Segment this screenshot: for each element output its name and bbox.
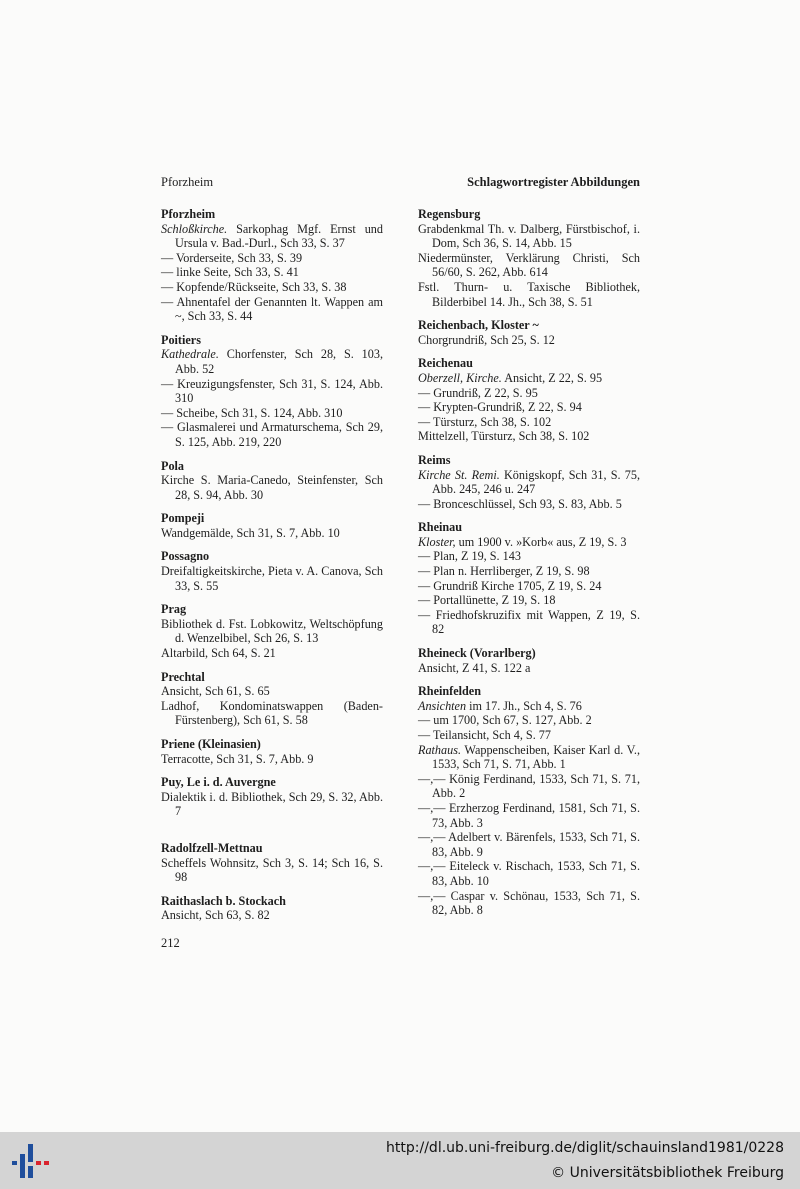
entry-line-text: im 17. Jh., Sch 4, S. 76 [466, 698, 582, 713]
copyright-notice: © Universitätsbibliothek Freiburg [551, 1165, 784, 1181]
entry-line-text: —,— Eiteleck v. Rischach, 1533, Sch 71, S. 83, Abb. 10 [418, 859, 640, 888]
entry-heading: Reichenbach, Kloster ~ [418, 318, 539, 333]
ub-freiburg-logo-icon [10, 1141, 50, 1181]
entry-line-text: — Friedhofskruzifix mit Wappen, Z 19, S. 82 [418, 607, 640, 637]
entry-line [161, 908, 383, 923]
entry-line [418, 859, 640, 888]
entry-line [418, 251, 640, 280]
entry-heading: Raithaslach b. Stockach [161, 893, 286, 908]
entry-line [161, 684, 383, 699]
entry-heading: Pompeji [161, 511, 205, 526]
entry-line-text: Bibliothek d. Fst. Lobkowitz, Weltschöpfung d. Wenzelbibel, Sch 26, S. 13 [161, 616, 383, 646]
entry-heading: Radolfzell-Mettnau [161, 840, 263, 855]
index-column-left [161, 207, 383, 932]
entry-line [418, 333, 640, 348]
entry-heading: Rheineck (Vorarlberg) [418, 646, 536, 661]
entry-line-text: — linke Seite, Sch 33, S. 41 [161, 265, 299, 280]
entry-line-text: Ansicht, Z 41, S. 122 a [418, 660, 531, 675]
entry-line-text: um 1900 v. »Korb« aus, Z 19, S. 3 [455, 534, 627, 549]
entry-heading: Rheinfelden [418, 684, 481, 699]
entry-line-text: — Kopfende/Rückseite, Sch 33, S. 38 [161, 279, 347, 294]
entry-line [161, 280, 383, 295]
entry-line [161, 406, 383, 421]
index-entry [161, 894, 383, 923]
entry-line [161, 856, 383, 885]
index-entry [418, 318, 640, 347]
entry-line-text: Königskopf, Sch 31, S. 75, Abb. 245, 246 u. 247 [432, 467, 640, 497]
entry-line [161, 699, 383, 728]
entry-line [418, 549, 640, 564]
entry-line [418, 386, 640, 401]
entry-line-text: — Portallünette, Z 19, S. 18 [418, 593, 556, 608]
entry-line [161, 420, 383, 449]
entry-line-italic-term: Kathedrale. [161, 347, 219, 362]
index-entry [161, 602, 383, 660]
entry-heading: Pforzheim [161, 207, 216, 221]
entry-line [161, 790, 383, 819]
index-entry [161, 207, 383, 324]
entry-line [418, 593, 640, 608]
entry-line [161, 265, 383, 280]
entry-heading: Rheinau [418, 520, 463, 535]
entry-line-text: Kirche S. Maria-Canedo, Steinfenster, Sch 28, S. 94, Abb. 30 [161, 473, 383, 502]
entry-line [418, 579, 640, 594]
entry-heading: Puy, Le i. d. Auvergne [161, 775, 276, 790]
running-header-right: Schlagwortregister Abbildungen [467, 175, 640, 189]
entry-line-text: Terracotte, Sch 31, S. 7, Abb. 9 [161, 751, 314, 766]
entry-line-text: Wappenscheiben, Kaiser Karl d. V., 1533, Sch 71, S. 71, Abb. 1 [432, 742, 640, 772]
entry-line [161, 222, 383, 251]
entry-line-text: —,— Erzherzog Ferdinand, 1581, Sch 71, S. 73, Abb. 3 [418, 800, 640, 830]
entry-line [418, 415, 640, 430]
source-url-link[interactable]: http://dl.ub.uni-freiburg.de/diglit/schauinsland1981/0228 [386, 1140, 784, 1156]
entry-line [418, 535, 640, 550]
entry-line-text: Dreifaltigkeitskirche, Pieta v. A. Canova, Sch 33, S. 55 [161, 564, 383, 593]
entry-line-italic-term: Kirche St. Remi. [418, 467, 500, 482]
entry-line-text: — um 1700, Sch 67, S. 127, Abb. 2 [418, 713, 592, 728]
entry-line [161, 617, 383, 646]
entry-line-italic-term: Kloster, [418, 534, 456, 549]
entry-line [418, 728, 640, 743]
entry-line-text: —,— König Ferdinand, 1533, Sch 71, S. 71, Abb. 2 [418, 771, 640, 801]
entry-line [418, 280, 640, 309]
entry-line-text: Ansicht, Sch 63, S. 82 [161, 908, 270, 923]
index-entry [418, 646, 640, 675]
entry-line [161, 377, 383, 406]
index-entry [161, 333, 383, 450]
entry-line [418, 468, 640, 497]
entry-line [418, 661, 640, 676]
entry-line [161, 347, 383, 376]
entry-line-text: — Bronceschlüssel, Sch 93, S. 83, Abb. 5 [418, 496, 622, 511]
index-entry [161, 511, 383, 540]
footer-bar [0, 1132, 800, 1189]
entry-line-italic-term: Oberzell, Kirche. [418, 370, 502, 385]
index-entry [161, 775, 383, 819]
entry-line-text: — Teilansicht, Sch 4, S. 77 [418, 728, 551, 742]
entry-line-italic-term: Schloßkirche. [161, 221, 228, 236]
entry-line-text: — Glasmalerei und Armaturschema, Sch 29, S. 125, Abb. 219, 220 [161, 420, 383, 449]
entry-line-text: Scheffels Wohnsitz, Sch 3, S. 14; Sch 16, S. 98 [161, 855, 383, 885]
entry-heading: Reichenau [418, 356, 473, 371]
entry-line [418, 713, 640, 728]
entry-line-text: Grabdenkmal Th. v. Dalberg, Fürstbischof, i. Dom, Sch 36, S. 14, Abb. 15 [418, 221, 640, 251]
index-entry [161, 670, 383, 728]
entry-line [418, 400, 640, 415]
entry-line-text: Niedermünster, Verklärung Christi, Sch 56/60, S. 262, Abb. 614 [418, 250, 640, 280]
entry-line [418, 889, 640, 918]
index-column-right [418, 207, 640, 927]
entry-line [161, 473, 383, 502]
entry-line-text: — Grundriß Kirche 1705, Z 19, S. 24 [418, 578, 602, 593]
entry-heading: Prechtal [161, 669, 205, 684]
entry-line-text: — Krypten-Grundriß, Z 22, S. 94 [418, 400, 582, 415]
entry-line-text: Ansicht, Z 22, S. 95 [501, 370, 603, 385]
entry-line-text: Wandgemälde, Sch 31, S. 7, Abb. 10 [161, 525, 340, 540]
entry-line-text: Chorgrundriß, Sch 25, S. 12 [418, 332, 555, 347]
entry-line-text: Ladhof, Kondominatswappen (Baden-Fürstenberg), Sch 61, S. 58 [161, 698, 383, 728]
entry-line [418, 608, 640, 637]
entry-line-text: — Ahnentafel der Genannten lt. Wappen am ~, Sch 33, S. 44 [161, 294, 383, 324]
index-entry [418, 207, 640, 309]
entry-line [161, 295, 383, 324]
entry-line-text: — Scheibe, Sch 31, S. 124, Abb. 310 [161, 405, 343, 420]
page-number: 212 [161, 936, 180, 950]
entry-line-text: Sarkophag Mgf. Ernst und Ursula v. Bad.-Durl., Sch 33, S. 37 [175, 221, 383, 251]
entry-line [161, 526, 383, 541]
entry-heading: Pola [161, 458, 185, 473]
entry-heading: Reims [418, 452, 451, 467]
entry-line [418, 699, 640, 714]
entry-line [418, 564, 640, 579]
entry-line [161, 564, 383, 593]
entry-line [418, 772, 640, 801]
entry-line-text: Dialektik i. d. Bibliothek, Sch 29, S. 32, Abb. 7 [161, 789, 383, 819]
entry-line [161, 752, 383, 767]
entry-line [161, 251, 383, 266]
entry-heading: Possagno [161, 549, 210, 564]
entry-line-text: Chorfenster, Sch 28, S. 103, Abb. 52 [175, 347, 383, 376]
entry-line [418, 743, 640, 772]
entry-line-text: —,— Adelbert v. Bärenfels, 1533, Sch 71, S. 83, Abb. 9 [418, 830, 640, 859]
index-entry [161, 459, 383, 503]
entry-line-text: —,— Caspar v. Schönau, 1533, Sch 71, S. 82, Abb. 8 [418, 888, 640, 918]
entry-heading: Poitiers [161, 332, 201, 347]
entry-line-text: — Vorderseite, Sch 33, S. 39 [161, 250, 303, 265]
entry-heading: Prag [161, 602, 187, 617]
entry-line [418, 371, 640, 386]
entry-line-text: Altarbild, Sch 64, S. 21 [161, 646, 276, 661]
index-entry [161, 549, 383, 593]
entry-line-italic-term: Rathaus. [418, 742, 461, 757]
entry-line-text: — Plan n. Herrliberger, Z 19, S. 98 [418, 564, 590, 579]
index-entry [161, 841, 383, 885]
entry-line-text: — Türsturz, Sch 38, S. 102 [418, 414, 552, 429]
index-entry [418, 684, 640, 918]
entry-heading: Priene (Kleinasien) [161, 737, 261, 751]
entry-line [418, 497, 640, 512]
entry-line-text: — Kreuzigungsfenster, Sch 31, S. 124, Abb. 310 [161, 376, 383, 406]
entry-line-text: Ansicht, Sch 61, S. 65 [161, 684, 270, 699]
index-entry [418, 356, 640, 444]
entry-line [161, 646, 383, 661]
entry-heading: Regensburg [418, 207, 481, 221]
entry-line-text: Fstl. Thurn- u. Taxische Bibliothek, Bilderbibel 14. Jh., Sch 38, S. 51 [418, 279, 640, 309]
entry-line [418, 801, 640, 830]
entry-line-text: — Grundriß, Z 22, S. 95 [418, 385, 538, 400]
running-header-left: Pforzheim [161, 175, 214, 189]
index-entry [161, 737, 383, 766]
entry-line-text: — Plan, Z 19, S. 143 [418, 549, 521, 564]
index-entry [418, 520, 640, 637]
entry-line [418, 429, 640, 444]
entry-line-italic-term: Ansichten [418, 698, 467, 713]
index-entry [418, 453, 640, 511]
entry-line [418, 830, 640, 859]
entry-line-text: Mittelzell, Türsturz, Sch 38, S. 102 [418, 429, 590, 444]
entry-line [418, 222, 640, 251]
